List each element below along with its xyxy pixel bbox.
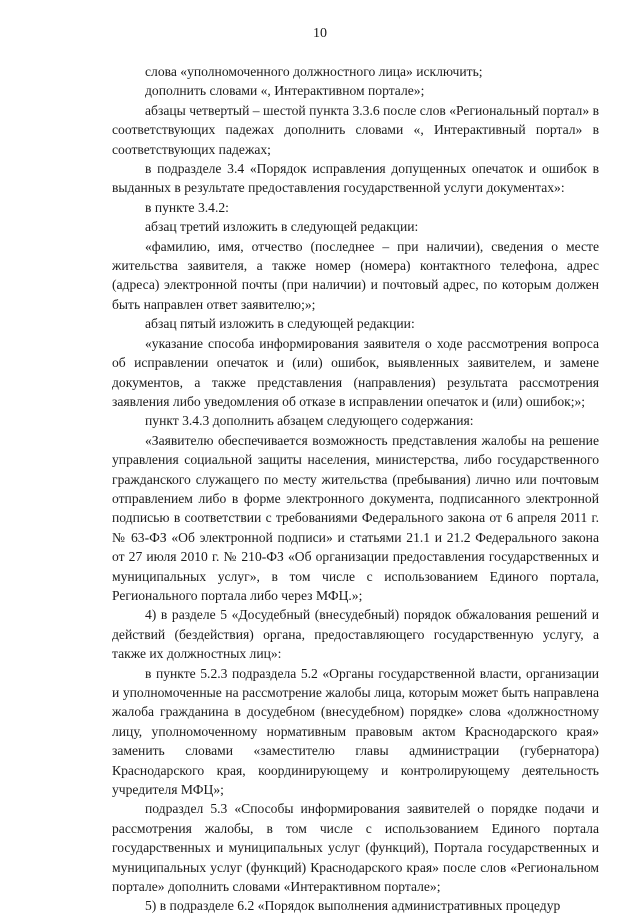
paragraph: пункт 3.4.3 дополнить абзацем следующего содержания: xyxy=(145,413,474,429)
paragraph: 5) в подразделе 6.2 «Порядок выполнения административных процедур xyxy=(145,898,561,914)
paragraph: «фамилию, имя, отчество (последнее – при наличии), сведения о месте жительства заявителя, а также номер (номера) контактного телефона, адрес (адреса) электронной почты (при наличии) и почтовый адрес, по которым должен быть направлен ответ заявителю;»; xyxy=(112,238,599,312)
paragraph: в подразделе 3.4 «Порядок исправления допущенных опечаток и ошибок в выданных в результате предоставления государственной услуги документах»: xyxy=(112,161,599,196)
paragraph: абзац пятый изложить в следующей редакции: xyxy=(145,316,415,332)
paragraph: в пункте 3.4.2: xyxy=(145,199,229,215)
paragraph: 4) в разделе 5 «Досудебный (внесудебный) порядок обжалования решений и действий (бездействия) органа, предоставляющего государственную услугу, а также их должностных лиц»: xyxy=(112,607,599,662)
document-body xyxy=(112,62,599,916)
paragraph: абзацы четвертый – шестой пункта 3.3.6 после слов «Региональный портал» в соответствующих падежах дополнить словами «, Интерактивный портал» в соответствующих падежах; xyxy=(112,102,599,157)
paragraph: подраздел 5.3 «Способы информирования заявителей о порядке подачи и рассмотрения жалобы, в том числе с использованием Единого портала государственных и муниципальных услуг (функций), Портала государственных и муниципальных услуг (функций) Краснодарского края» после слов «Региональном портале» дополнить словами «Интерактивном портале»; xyxy=(112,801,599,895)
paragraph: в пункте 5.2.3 подраздела 5.2 «Органы государственной власти, организации и уполномоченные на рассмотрение жалобы лица, которым может быть направлена жалоба гражданина в досудебном (внесудебном) порядке» слова «должностному лицу, уполномоченному нормативным правовым актом Краснодарского края» заменить словами «заместителю главы администрации (губернатора) Краснодарского края, координирующему и контролирующему деятельность учредителя МФЦ»; xyxy=(112,665,599,798)
paragraph: «указание способа информирования заявителя о ходе рассмотрения вопроса об исправлении опечаток и (или) ошибок, выявленных заявителем, и замене документов, а также представления (направления) результата рассмотрения заявления либо уведомления об отказе в исправлении опечаток и (или) ошибок;»; xyxy=(112,335,599,409)
paragraph: дополнить словами «, Интерактивном портале»; xyxy=(145,83,425,99)
paragraph: слова «уполномоченного должностного лица» исключить; xyxy=(145,64,483,79)
page-number: 10 xyxy=(313,26,327,41)
paragraph: абзац третий изложить в следующей редакции: xyxy=(145,219,419,235)
paragraph: «Заявителю обеспечивается возможность представления жалобы на решение управления социальной защиты населения, министерства, либо государственного гражданского служащего по месту жительства (пребывания) лично или почтовым отправлением либо в форме электронного документа, подписанного электронной подписью в соответствии с требованиями Федерального закона от 6 апреля 2011 г. № 63-ФЗ «Об электронной подписи» и статьями 21.1 и 21.2 Федерального закона от 27 июля 2010 г. № 210-ФЗ «Об организации предоставления государственных и муниципальных услуг», в том числе с использованием Единого портала, Регионального портала либо через МФЦ.»; xyxy=(112,432,599,603)
